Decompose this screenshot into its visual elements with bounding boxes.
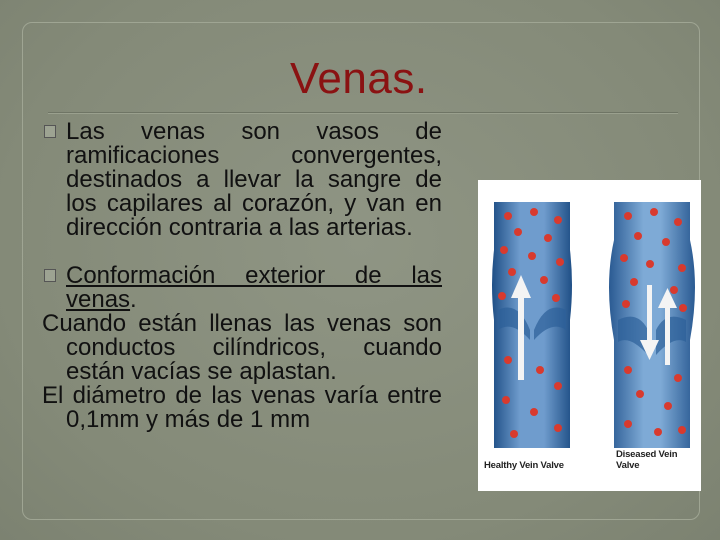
title-divider: [48, 112, 678, 113]
healthy-vein-label: Healthy Vein Valve: [484, 460, 564, 471]
conformation-heading: Conformación exterior de las venas: [66, 262, 442, 313]
slide-title: Venas.: [290, 54, 428, 103]
slide-body: [42, 120, 442, 432]
vein-valve-illustration: [478, 180, 701, 491]
paragraph-conformation: [42, 264, 442, 312]
paragraph-definition-text: Las venas son vasos de ramificaciones convergentes, destinados a llevar la sangre de los capilares al corazón, y van en dirección contraria a las arterias.: [66, 118, 442, 241]
paragraph-definition: [42, 120, 442, 240]
diseased-vein-label: Diseased Vein Valve: [616, 449, 678, 471]
bullet-box-icon: [44, 125, 56, 138]
bullet-box-icon: [44, 269, 56, 282]
paragraph-diameter: El diámetro de las venas varía entre 0,1mm y más de 1 mm: [42, 382, 442, 433]
paragraph-shape: Cuando están llenas las venas son conductos cilíndricos, cuando están vacías se aplastan.: [42, 310, 442, 385]
vein-valve-figure: [478, 180, 701, 491]
conformation-period: .: [130, 286, 137, 313]
